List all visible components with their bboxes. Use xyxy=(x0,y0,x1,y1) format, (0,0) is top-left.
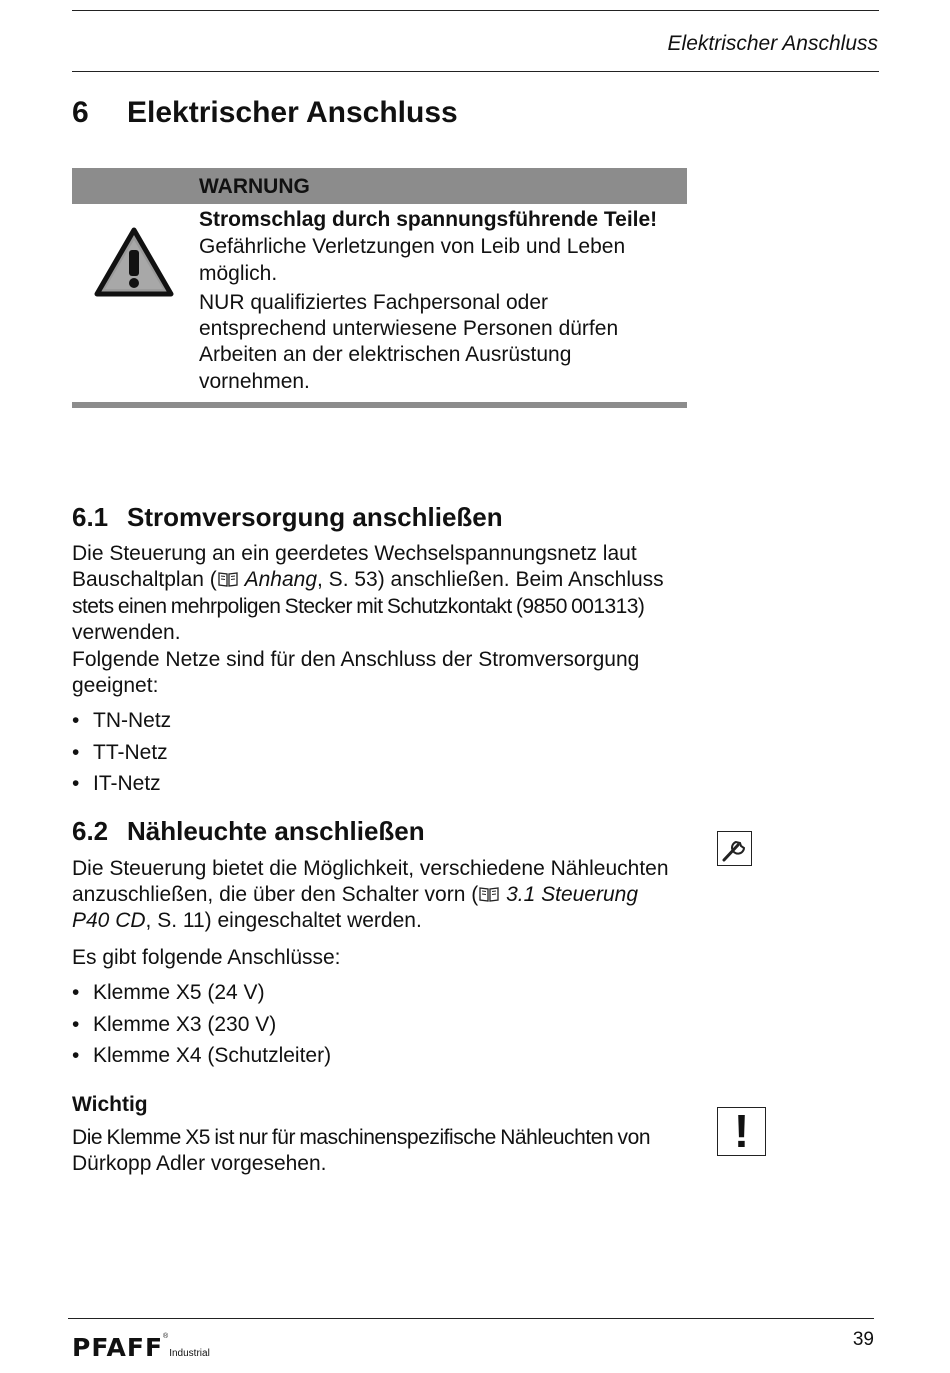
list-item: • Klemme X3 (230 V) xyxy=(72,1013,277,1036)
book-icon xyxy=(217,571,239,587)
warning-text-line: vornehmen. xyxy=(199,370,310,393)
paragraph-line: Folgende Netze sind für den Anschluss der Stromversorgung xyxy=(72,648,640,671)
warning-header-bar xyxy=(72,168,687,204)
exclamation-icon: ! xyxy=(717,1107,766,1156)
paragraph-line: geeignet: xyxy=(72,674,159,697)
paragraph-line: stets einen mehrpoligen Stecker mit Schutzkontakt (9850 001313) xyxy=(72,595,645,618)
list-item: • TN-Netz xyxy=(72,709,172,732)
paragraph-line: Die Steuerung an ein geerdetes Wechselspannungsnetz laut xyxy=(72,542,637,565)
footer-rule xyxy=(68,1318,874,1319)
warning-text-line: Arbeiten an der elektrischen Ausrüstung xyxy=(199,343,572,366)
cross-reference-link[interactable]: P40 CD xyxy=(72,909,146,932)
paragraph-line: verwenden. xyxy=(72,621,181,644)
running-header-title: Elektrischer Anschluss xyxy=(667,32,878,55)
section-heading-6-1: 6.1 Stromversorgung anschließen xyxy=(72,502,503,532)
chapter-title: Elektrischer Anschluss xyxy=(127,96,458,129)
warning-label: WARNUNG xyxy=(199,175,310,198)
warning-headline: Stromschlag durch spannungsführende Teile! xyxy=(199,208,658,231)
warning-text-line: möglich. xyxy=(199,262,278,285)
warning-text-line: entsprechend unterwiesene Personen dürfen xyxy=(199,317,619,340)
warning-text-line: Gefährliche Verletzungen von Leib und Leben xyxy=(199,235,626,258)
paragraph-line: Bauschaltplan ( Anhang, S. 53) anschließen. Beim Anschluss xyxy=(72,568,664,591)
paragraph-line: Es gibt folgende Anschlüsse: xyxy=(72,946,341,969)
header-top-rule xyxy=(72,10,879,11)
chapter-number: 6 xyxy=(72,96,89,129)
wrench-icon xyxy=(717,831,752,866)
list-item: • Klemme X4 (Schutzleiter) xyxy=(72,1044,332,1067)
header-bottom-rule xyxy=(72,71,879,72)
paragraph-line: Die Steuerung bietet die Möglichkeit, verschiedene Nähleuchten xyxy=(72,857,669,880)
paragraph-line: anzuschließen, die über den Schalter vorn ( 3.1 Steuerung xyxy=(72,883,639,906)
book-icon xyxy=(478,886,500,902)
cross-reference-link[interactable]: Anhang xyxy=(244,568,318,591)
important-text-line: Dürkopp Adler vorgesehen. xyxy=(72,1152,327,1175)
warning-triangle-icon xyxy=(94,226,174,298)
warning-bottom-bar xyxy=(72,402,687,408)
list-item: • IT-Netz xyxy=(72,772,161,795)
cross-reference-link[interactable]: 3.1 Steuerung xyxy=(506,883,639,906)
list-item: • TT-Netz xyxy=(72,741,168,764)
brand-logo: PFAFF®Industrial xyxy=(72,1333,210,1362)
section-heading-6-2: 6.2 Nähleuchte anschließen xyxy=(72,816,425,846)
page-number: 39 xyxy=(852,1329,874,1350)
list-item: • Klemme X5 (24 V) xyxy=(72,981,265,1004)
chapter-heading xyxy=(72,96,458,130)
warning-text-line: NUR qualifiziertes Fachpersonal oder xyxy=(199,291,548,314)
paragraph-line: P40 CD, S. 11) eingeschaltet werden. xyxy=(72,909,422,932)
important-text-line: Die Klemme X5 ist nur für maschinenspezifische Nähleuchten von xyxy=(72,1126,651,1149)
important-label: Wichtig xyxy=(72,1093,148,1116)
